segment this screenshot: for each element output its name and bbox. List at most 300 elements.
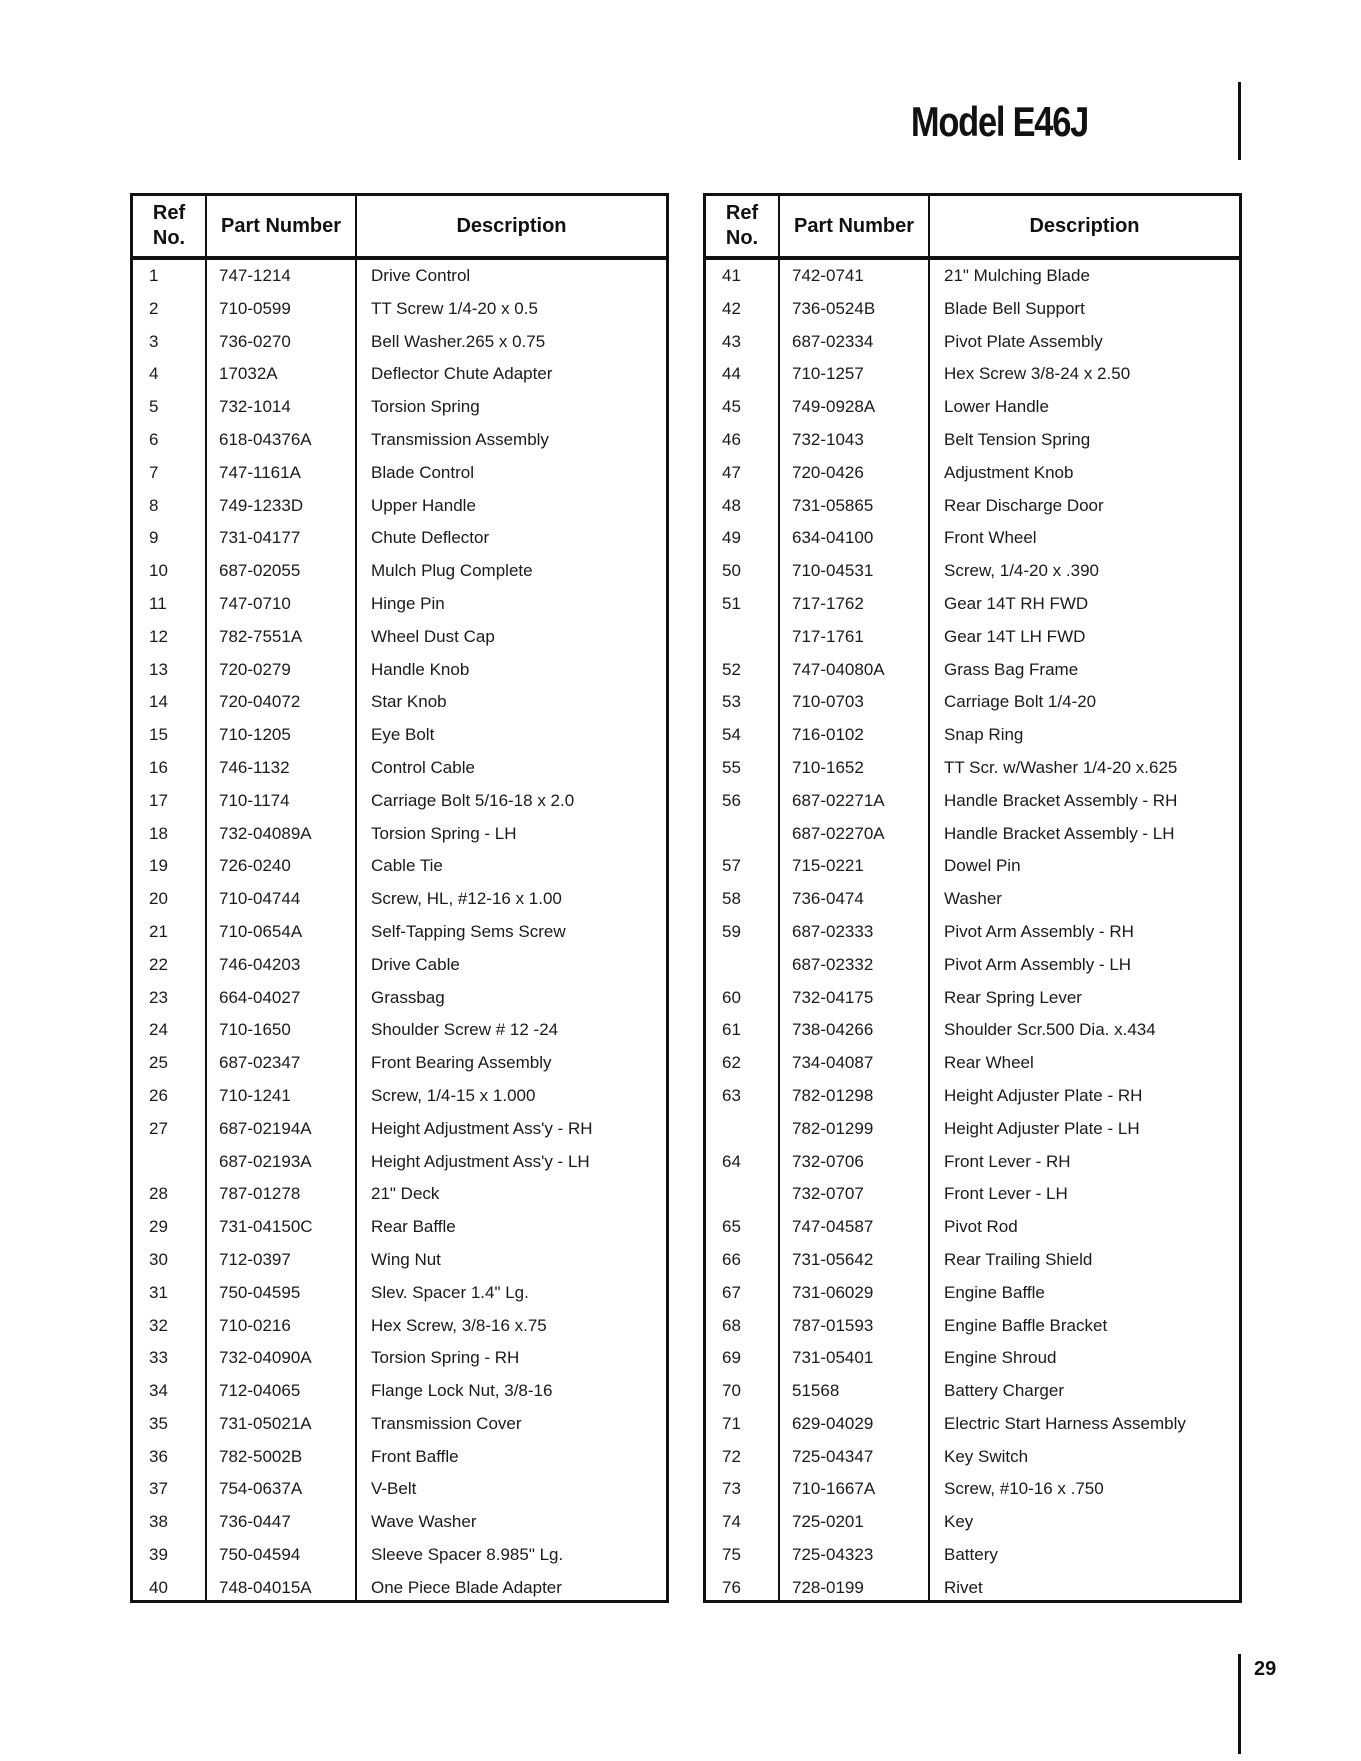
part-number-cell: 731-05401 [792,1348,874,1368]
table-row [133,1310,666,1343]
description-cell: Belt Tension Spring [944,429,1091,449]
description-cell: Wing Nut [371,1249,441,1269]
table-row [133,1047,666,1080]
table-row [133,949,666,982]
ref-cell: 48 [722,495,741,515]
part-number-cell: 634-04100 [792,528,874,548]
table-row [133,916,666,949]
table-row [133,785,666,818]
description-cell: Control Cable [371,757,475,777]
table-row [706,424,1239,457]
table-row [706,1244,1239,1277]
part-number-cell: 736-0447 [219,1512,291,1532]
description-cell: Star Knob [371,692,447,712]
header-part-number: Part Number [220,214,342,237]
description-cell: Pivot Arm Assembly - RH [944,921,1134,941]
ref-cell: 9 [149,528,159,548]
table-row [706,621,1239,654]
description-cell: 21" Mulching Blade [944,266,1090,285]
table-row [133,1211,666,1244]
ref-cell: 61 [722,1020,741,1040]
description-cell: Battery [944,1545,998,1565]
part-number-cell: 746-04203 [219,954,301,974]
description-cell: TT Screw 1/4-20 x 0.5 [371,298,538,318]
part-number-cell: 717-1762 [792,593,864,613]
table-row [133,1342,666,1375]
table-row [133,982,666,1015]
part-number-cell: 731-04177 [219,528,301,548]
ref-cell: 64 [722,1151,741,1171]
part-number-cell: 710-1650 [219,1020,291,1040]
description-cell: Battery Charger [944,1381,1064,1401]
part-number-cell: 787-01278 [219,1184,301,1204]
part-number-cell: 731-04150C [219,1217,313,1237]
description-cell: Sleeve Spacer 8.985" Lg. [371,1545,564,1565]
part-number-cell: 710-0703 [792,692,864,712]
description-cell: Key [944,1512,974,1532]
part-number-cell: 782-5002B [219,1446,303,1466]
description-cell: Transmission Cover [371,1413,522,1433]
description-cell: Rear Wheel [944,1053,1034,1073]
ref-cell: 5 [149,397,159,417]
ref-cell: 24 [149,1020,168,1040]
table-row [133,1080,666,1113]
table-row [706,588,1239,621]
description-cell: Cable Tie [371,856,443,876]
description-cell: Engine Baffle [944,1282,1045,1302]
description-cell: One Piece Blade Adapter [371,1577,562,1597]
part-number-cell: 720-0426 [792,462,864,482]
ref-cell: 3 [149,331,159,351]
table-row [133,457,666,490]
table-row [706,1473,1239,1506]
table-row [706,1277,1239,1310]
description-cell: Front Lever - LH [944,1184,1068,1204]
description-cell: Handle Bracket Assembly - LH [944,823,1175,843]
ref-cell: 26 [149,1085,168,1105]
table-row [133,358,666,391]
description-cell: Gear 14T RH FWD [944,593,1089,613]
part-number-cell: 710-0216 [219,1315,291,1335]
description-cell: Screw, #10-16 x .750 [944,1479,1104,1499]
part-number-cell: 747-0710 [219,593,291,613]
ref-cell: 72 [722,1446,741,1466]
ref-cell: 30 [149,1249,168,1269]
table-row [133,654,666,687]
description-cell: Transmission Assembly [371,429,549,449]
part-number-cell: 747-04587 [792,1217,874,1237]
table-row [133,588,666,621]
part-number-cell: 687-02055 [219,561,301,581]
description-cell: Mulch Plug Complete [371,561,533,581]
description-cell: Height Adjuster Plate - LH [944,1118,1140,1138]
part-number-cell: 736-0474 [792,889,864,909]
description-cell: Electric Start Harness Assembly [944,1413,1186,1433]
description-cell: Screw, 1/4-15 x 1.000 [371,1085,536,1105]
table-row [706,1539,1239,1572]
table-row [706,982,1239,1015]
part-number-cell: 712-0397 [219,1249,291,1269]
table-rows [133,260,666,1605]
part-number-cell: 731-06029 [792,1282,874,1302]
description-cell: Hex Screw 3/8-24 x 2.50 [944,364,1131,384]
parts-table-left [130,193,669,1603]
description-cell: 21" Deck [371,1184,440,1204]
table-row [133,1146,666,1179]
ref-cell: 31 [149,1282,168,1302]
ref-cell: 21 [149,921,168,941]
part-number-cell: 710-1652 [792,757,864,777]
table-row [706,1342,1239,1375]
description-cell: Screw, 1/4-20 x .390 [944,561,1099,581]
ref-cell: 67 [722,1282,741,1302]
table-row [133,522,666,555]
description-cell: Flange Lock Nut, 3/8-16 [371,1381,553,1401]
table-row [133,752,666,785]
table-row [706,1506,1239,1539]
part-number-cell: 726-0240 [219,856,291,876]
header-ref-no: Ref No. [725,202,759,249]
description-cell: Eye Bolt [371,725,435,745]
table-row [706,785,1239,818]
part-number-cell: 629-04029 [792,1413,874,1433]
table-row [706,555,1239,588]
description-cell: Height Adjustment Ass'y - RH [371,1118,593,1138]
table-row [133,260,666,293]
ref-cell: 2 [149,298,159,318]
ref-cell: 22 [149,954,168,974]
part-number-cell: 732-0706 [792,1151,864,1171]
description-cell: Rear Discharge Door [944,495,1104,515]
part-number-cell: 687-02334 [792,331,874,351]
description-cell: Height Adjuster Plate - RH [944,1085,1143,1105]
description-cell: Rivet [944,1577,983,1597]
ref-cell: 43 [722,331,741,351]
table-row [706,391,1239,424]
part-number-cell: 725-04323 [792,1545,874,1565]
description-cell: Rear Trailing Shield [944,1249,1093,1269]
part-number-cell: 687-02193A [219,1151,312,1171]
ref-cell: 25 [149,1053,168,1073]
table-header [133,196,666,256]
header-rule-vertical [1238,82,1241,160]
ref-cell: 53 [722,692,741,712]
table-row [706,490,1239,523]
description-cell: Engine Baffle Bracket [944,1315,1108,1335]
description-cell: Grassbag [371,987,445,1007]
description-cell: Hex Screw, 3/8-16 x.75 [371,1315,547,1335]
table-row [706,883,1239,916]
ref-cell: 56 [722,790,741,810]
description-cell: Front Baffle [371,1446,459,1466]
table-row [133,1277,666,1310]
table-row [133,818,666,851]
description-cell: Screw, HL, #12-16 x 1.00 [371,889,562,909]
description-cell: Pivot Rod [944,1217,1018,1237]
table-row [706,818,1239,851]
table-row [133,555,666,588]
table-row [706,1211,1239,1244]
table-row [706,1572,1239,1605]
description-cell: Handle Knob [371,659,470,679]
part-number-cell: 782-01298 [792,1085,874,1105]
ref-cell: 42 [722,298,741,318]
ref-cell: 63 [722,1085,741,1105]
description-cell: Pivot Arm Assembly - LH [944,954,1132,974]
ref-cell: 17 [149,790,168,810]
description-cell: Carriage Bolt 5/16-18 x 2.0 [371,790,575,810]
description-cell: Pivot Plate Assembly [944,331,1103,351]
description-cell: Adjustment Knob [944,462,1074,482]
part-number-cell: 747-04080A [792,659,885,679]
description-cell: Wheel Dust Cap [371,626,495,646]
table-row [706,1047,1239,1080]
table-row [133,883,666,916]
description-cell: Front Wheel [944,528,1037,548]
table-row [706,1014,1239,1047]
part-number-cell: 738-04266 [792,1020,874,1040]
part-number-cell: 750-04595 [219,1282,301,1302]
description-cell: Drive Control [371,266,471,285]
ref-cell: 54 [722,725,741,745]
description-cell: Snap Ring [944,725,1024,745]
page-number: 29 [1254,1658,1277,1680]
table-row [706,654,1239,687]
table-row [706,1113,1239,1146]
ref-cell: 36 [149,1446,168,1466]
description-cell: Lower Handle [944,397,1049,417]
description-cell: Shoulder Scr.500 Dia. x.434 [944,1020,1156,1040]
description-cell: Wave Washer [371,1512,477,1532]
description-cell: Chute Deflector [371,528,490,548]
ref-cell: 55 [722,757,741,777]
ref-cell: 76 [722,1577,741,1597]
part-number-cell: 734-04087 [792,1053,874,1073]
part-number-cell: 782-7551A [219,626,303,646]
description-cell: Shoulder Screw # 12 -24 [371,1020,559,1040]
part-number-cell: 710-1241 [219,1085,291,1105]
table-row [133,1014,666,1047]
table-row [133,1408,666,1441]
table-row [133,1375,666,1408]
ref-cell: 8 [149,495,159,515]
part-number-cell: 687-02347 [219,1053,301,1073]
part-number-cell: 731-05021A [219,1413,312,1433]
part-number-cell: 716-0102 [792,725,864,745]
part-number-cell: 717-1761 [792,626,864,646]
description-cell: Slev. Spacer 1.4" Lg. [371,1282,529,1302]
part-number-cell: 710-1667A [792,1479,876,1499]
ref-cell: 59 [722,921,741,941]
table-row [133,490,666,523]
ref-cell: 68 [722,1315,741,1335]
description-cell: Key Switch [944,1446,1029,1466]
table-row [706,1375,1239,1408]
part-number-cell: 51568 [792,1381,840,1401]
ref-cell: 10 [149,561,168,581]
table-row [706,916,1239,949]
table-row [133,1572,666,1605]
part-number-cell: 710-0654A [219,921,303,941]
ref-cell: 11 [149,593,167,613]
table-row [133,1539,666,1572]
description-cell: Handle Bracket Assembly - RH [944,790,1178,810]
ref-cell: 33 [149,1348,168,1368]
ref-cell: 45 [722,397,741,417]
part-number-cell: 664-04027 [219,987,301,1007]
ref-cell: 29 [149,1217,168,1237]
table-row [133,391,666,424]
table-row [133,1113,666,1146]
ref-cell: 57 [722,856,741,876]
description-cell: Upper Handle [371,495,476,515]
part-number-cell: 736-0270 [219,331,291,351]
part-number-cell: 687-02270A [792,823,885,843]
part-number-cell: 732-0707 [792,1184,864,1204]
table-row [706,1408,1239,1441]
part-number-cell: 736-0524B [792,298,876,318]
part-number-cell: 732-04090A [219,1348,312,1368]
table-row [706,1178,1239,1211]
ref-cell: 70 [722,1381,741,1401]
part-number-cell: 725-0201 [792,1512,864,1532]
table-row [706,358,1239,391]
header-ref-no: Ref No. [152,202,186,249]
ref-cell: 71 [722,1413,741,1433]
ref-cell: 58 [722,889,741,909]
table-row [133,293,666,326]
part-number-cell: 742-0741 [792,266,864,285]
part-number-cell: 732-04089A [219,823,312,843]
part-number-cell: 749-1233D [219,495,304,515]
ref-cell: 13 [149,659,168,679]
ref-cell: 49 [722,528,741,548]
model-title: Model E46J [910,98,1088,145]
description-cell: Torsion Spring [371,397,480,417]
part-number-cell: 687-02332 [792,954,874,974]
table-row [706,522,1239,555]
ref-cell: 47 [722,462,741,482]
part-number-cell: 750-04594 [219,1545,301,1565]
part-number-cell: 732-1014 [219,397,291,417]
part-number-cell: 710-1174 [219,790,290,810]
ref-cell: 74 [722,1512,741,1532]
ref-cell: 14 [149,692,168,712]
description-cell: Drive Cable [371,954,460,974]
table-row [133,719,666,752]
description-cell: Rear Spring Lever [944,987,1082,1007]
ref-cell: 38 [149,1512,168,1532]
part-number-cell: 732-1043 [792,429,864,449]
description-cell: Front Lever - RH [944,1151,1071,1171]
part-number-cell: 687-02333 [792,921,874,941]
description-cell: Height Adjustment Ass'y - LH [371,1151,590,1171]
part-number-cell: 728-0199 [792,1577,864,1597]
parts-table-right [703,193,1242,1603]
table-row [706,1441,1239,1474]
part-number-cell: 748-04015A [219,1577,312,1597]
table-row [706,752,1239,785]
table-row [706,1080,1239,1113]
ref-cell: 75 [722,1545,741,1565]
description-cell: Torsion Spring - RH [371,1348,520,1368]
part-number-cell: 747-1214 [219,266,291,285]
ref-cell: 16 [149,757,168,777]
ref-cell: 65 [722,1217,741,1237]
ref-cell: 51 [722,593,741,613]
part-number-cell: 618-04376A [219,429,312,449]
part-number-cell: 710-1205 [219,725,291,745]
description-cell: Torsion Spring - LH [371,823,517,843]
header-description: Description [456,214,567,237]
ref-cell: 23 [149,987,168,1007]
ref-cell: 46 [722,429,741,449]
description-cell: Front Bearing Assembly [371,1053,552,1073]
part-number-cell: 725-04347 [792,1446,874,1466]
table-row [706,293,1239,326]
table-row [706,260,1239,293]
ref-cell: 60 [722,987,741,1007]
description-cell: TT Scr. w/Washer 1/4-20 x.625 [944,757,1178,777]
table-row [706,1146,1239,1179]
ref-cell: 27 [149,1118,168,1138]
part-number-cell: 712-04065 [219,1381,301,1401]
part-number-cell: 720-0279 [219,659,291,679]
part-number-cell: 787-01593 [792,1315,874,1335]
ref-cell: 44 [722,364,741,384]
table-row [706,686,1239,719]
part-number-cell: 731-05865 [792,495,874,515]
part-number-cell: 710-04744 [219,889,301,909]
table-row [706,719,1239,752]
table-row [133,326,666,359]
description-cell: Self-Tapping Sems Screw [371,921,566,941]
ref-cell: 41 [722,266,741,285]
part-number-cell: 710-0599 [219,298,291,318]
table-row [133,1473,666,1506]
description-cell: Blade Control [371,462,475,482]
table-row [133,1441,666,1474]
ref-cell: 39 [149,1545,168,1565]
table-rows [706,260,1239,1605]
part-number-cell: 687-02271A [792,790,885,810]
table-header [706,196,1239,256]
description-cell: Hinge Pin [371,593,445,613]
ref-cell: 1 [149,266,159,285]
part-number-cell: 782-01299 [792,1118,874,1138]
ref-cell: 52 [722,659,741,679]
table-row [133,1178,666,1211]
ref-cell: 19 [149,856,168,876]
header-description: Description [1029,214,1140,237]
part-number-cell: 710-1257 [792,364,864,384]
ref-cell: 73 [722,1479,741,1499]
table-row [706,949,1239,982]
part-number-cell: 720-04072 [219,692,301,712]
table-row [706,457,1239,490]
ref-cell: 4 [149,364,159,384]
table-row [133,850,666,883]
part-number-cell: 17032A [219,364,278,384]
header-part-number: Part Number [793,214,915,237]
table-row [706,1310,1239,1343]
table-row [133,686,666,719]
ref-cell: 66 [722,1249,741,1269]
ref-cell: 40 [149,1577,168,1597]
description-cell: Carriage Bolt 1/4-20 [944,692,1097,712]
part-number-cell: 715-0221 [792,856,864,876]
description-cell: Deflector Chute Adapter [371,364,553,384]
